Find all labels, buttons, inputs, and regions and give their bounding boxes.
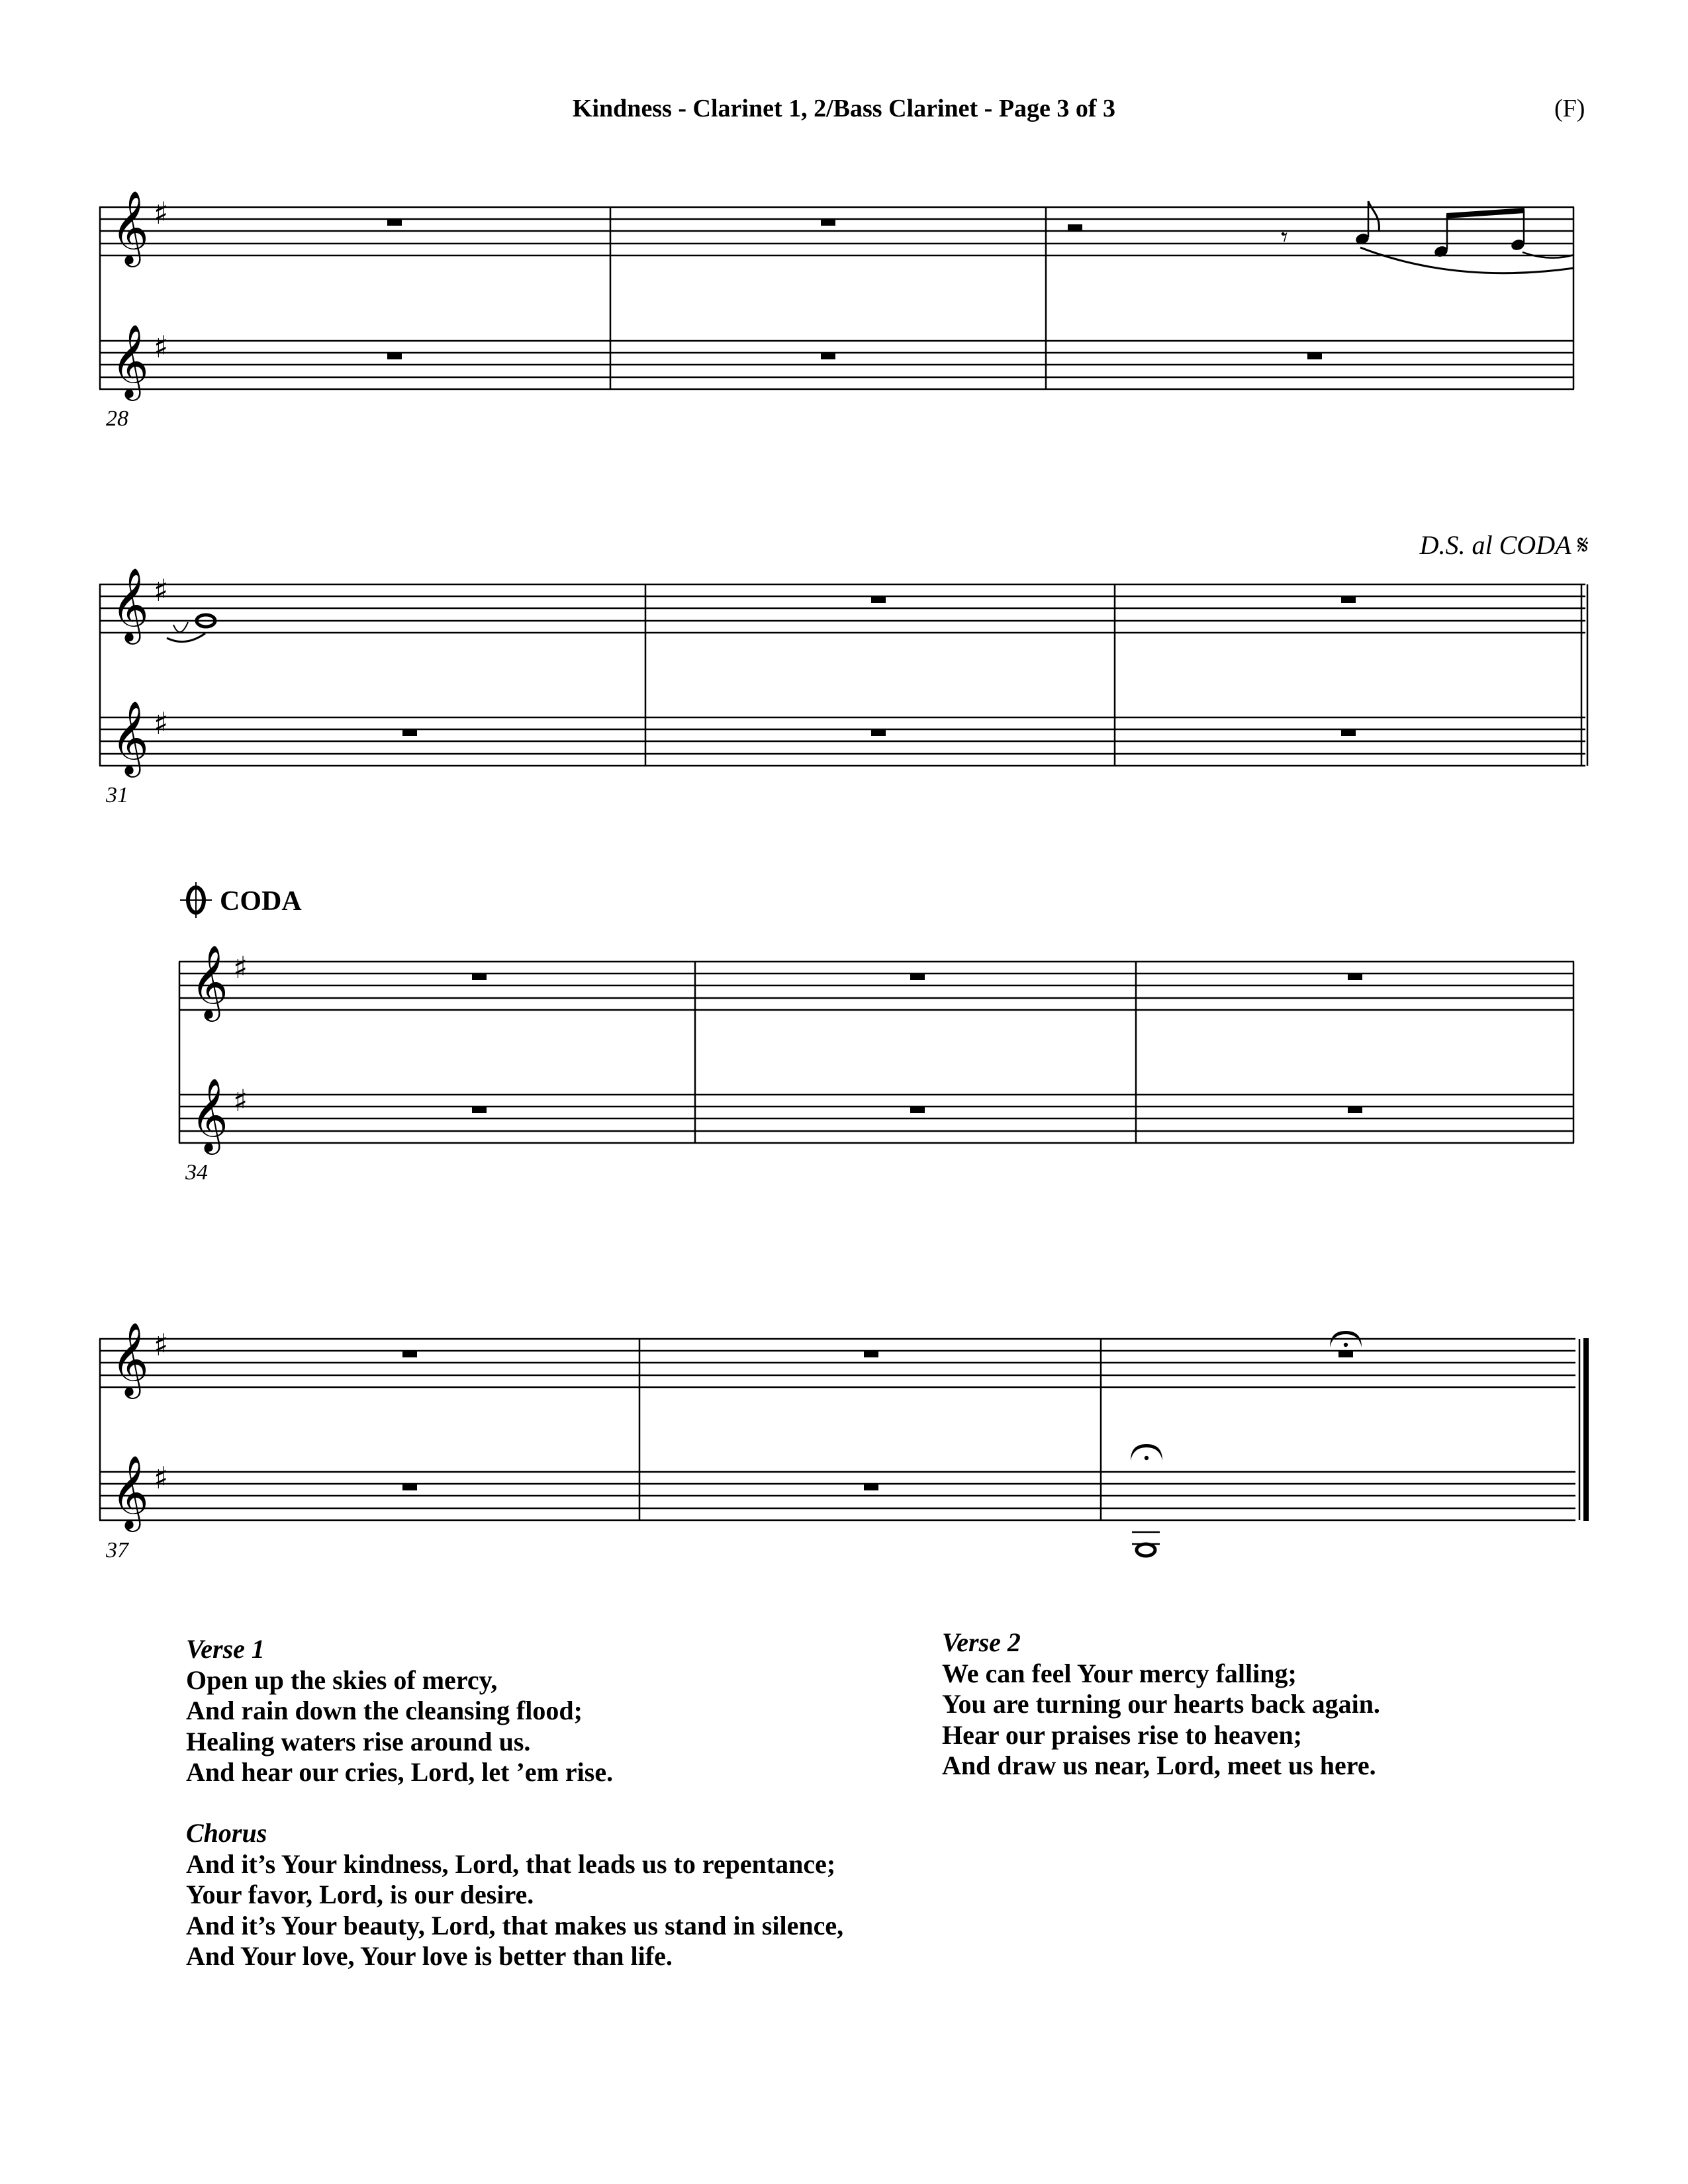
- treble-clef-icon: 𝄞: [111, 1455, 149, 1529]
- lyrics-verse-1: [186, 1634, 613, 1788]
- treble-clef-icon: 𝄞: [191, 944, 228, 1019]
- chorus-heading: Chorus: [186, 1818, 267, 1848]
- sharp-icon: ♯: [154, 195, 169, 231]
- whole-rest-icon: [871, 596, 886, 603]
- whole-rest-icon: [910, 974, 925, 980]
- whole-rest-icon: [821, 353, 835, 359]
- beam-icon: [1446, 208, 1524, 218]
- measure-number: 37: [106, 1538, 128, 1563]
- whole-rest-icon: [387, 353, 402, 359]
- whole-rest-icon: [821, 219, 835, 226]
- sharp-icon: ♯: [154, 1327, 169, 1363]
- whole-note-icon: [1137, 1544, 1155, 1556]
- slur-icon: [167, 633, 205, 642]
- lyric-line: And draw us near, Lord, meet us here.: [942, 1751, 1376, 1780]
- system-1-symbols: [111, 190, 1574, 401]
- whole-rest-icon: [1307, 353, 1322, 359]
- verse-heading: Verse 2: [942, 1627, 1021, 1657]
- whole-rest-icon: [1348, 974, 1362, 980]
- whole-rest-icon: [1348, 1107, 1362, 1113]
- whole-rest-icon: [472, 974, 487, 980]
- treble-clef-icon: 𝄞: [111, 190, 149, 264]
- coda-section-label: CODA: [220, 886, 302, 917]
- system-2-symbols: [111, 567, 1356, 778]
- verse-heading: Verse 1: [186, 1634, 265, 1664]
- fermata-icon: [1131, 1444, 1162, 1461]
- treble-clef-icon: 𝄞: [111, 1322, 149, 1396]
- whole-rest-icon: [472, 1107, 487, 1113]
- lyrics-chorus: [186, 1818, 843, 1972]
- half-rest-icon: [1068, 224, 1082, 231]
- measure-number: 31: [106, 783, 128, 807]
- slur-icon: [1360, 248, 1574, 273]
- sharp-icon: ♯: [154, 329, 169, 365]
- system-3: [179, 962, 1574, 1143]
- lyric-line: And it’s Your kindness, Lord, that leads us to repentance;: [186, 1848, 836, 1879]
- whole-rest-icon: [402, 729, 417, 736]
- system-3-symbols: [180, 882, 1362, 1155]
- sharp-icon: ♯: [154, 705, 169, 741]
- whole-rest-icon: [1341, 729, 1356, 736]
- segno-icon: 𝄋: [1577, 530, 1589, 561]
- lyric-line: We can feel Your mercy falling;: [942, 1658, 1297, 1688]
- whole-rest-icon: [402, 1484, 417, 1490]
- sharp-icon: ♯: [154, 572, 169, 608]
- lyric-line: And Your love, Your love is better than life.: [186, 1941, 673, 1971]
- tie-icon: [173, 622, 188, 632]
- part-key-label: (F): [1554, 95, 1585, 122]
- measure-number: 28: [106, 406, 128, 431]
- ds-al-coda-label: D.S. al CODA: [1419, 530, 1571, 560]
- eighth-rest-icon: 𝄾: [1281, 222, 1288, 253]
- lyric-line: Hear our praises rise to heaven;: [942, 1719, 1303, 1750]
- treble-clef-icon: 𝄞: [111, 324, 149, 398]
- lyric-line: Your favor, Lord, is our desire.: [186, 1880, 534, 1909]
- whole-rest-icon: [864, 1484, 878, 1490]
- lyric-line: And hear our cries, Lord, let ’em rise.: [186, 1757, 614, 1787]
- measure-number: 34: [185, 1160, 208, 1185]
- lyric-line: And it’s Your beauty, Lord, that makes us stand in silence,: [186, 1910, 844, 1940]
- whole-rest-icon: [871, 729, 886, 736]
- treble-clef-icon: 𝄞: [111, 567, 149, 641]
- whole-rest-icon: [1338, 1351, 1353, 1357]
- system-1: [99, 207, 1574, 389]
- sharp-icon: ♯: [233, 950, 248, 985]
- ds-al-coda-direction: [1420, 529, 1589, 561]
- system-2: [99, 584, 1587, 766]
- treble-clef-icon: 𝄞: [191, 1077, 228, 1152]
- lyric-line: And rain down the cleansing flood;: [186, 1696, 583, 1725]
- final-barline: [1583, 1338, 1589, 1521]
- page-title: Kindness - Clarinet 1, 2/Bass Clarinet - Page 3 of 3: [572, 95, 1116, 122]
- lyrics-verse-2: [942, 1627, 1380, 1782]
- treble-clef-icon: 𝄞: [111, 700, 149, 774]
- whole-rest-icon: [910, 1107, 925, 1113]
- flag-icon: [1368, 201, 1379, 232]
- lyric-line: Healing waters rise around us.: [186, 1726, 531, 1756]
- whole-rest-icon: [1341, 596, 1356, 603]
- whole-rest-icon: [864, 1351, 878, 1357]
- whole-rest-icon: [402, 1351, 417, 1357]
- whole-rest-icon: [387, 219, 402, 226]
- lyric-line: You are turning our hearts back again.: [942, 1689, 1380, 1719]
- lyric-line: Open up the skies of mercy,: [186, 1664, 498, 1695]
- sharp-icon: ♯: [154, 1460, 169, 1496]
- sharp-icon: ♯: [233, 1083, 248, 1118]
- system-4: [99, 1339, 1579, 1520]
